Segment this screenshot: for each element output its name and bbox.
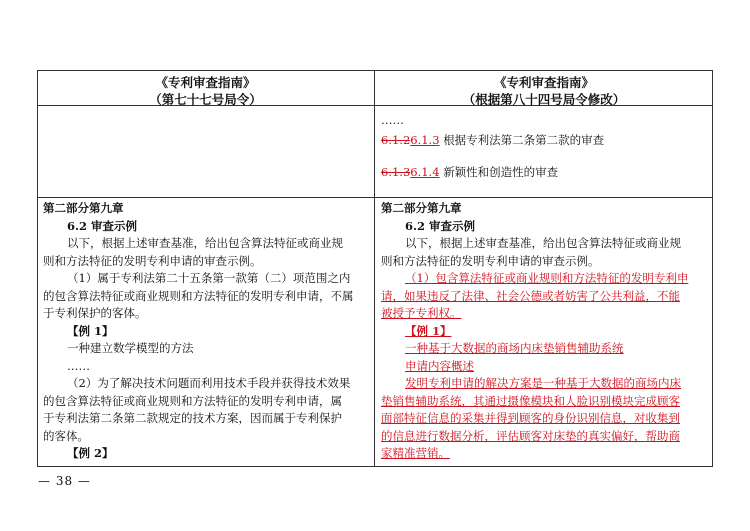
part-title: 第二部分第九章 xyxy=(43,201,124,215)
part-title: 第二部分第九章 xyxy=(381,201,462,215)
section-item-1 xyxy=(381,132,708,149)
new-section-number: 6.1.4 xyxy=(410,165,440,179)
right-content-cell xyxy=(381,200,708,463)
paragraph-line: 于专利法第二条第二款规定的技术方案，因而属于专利保护 xyxy=(43,411,342,425)
ellipsis: …… xyxy=(67,358,90,373)
inserted-text-line: 被授予专利权。 xyxy=(381,306,462,320)
paragraph-line: （1）属于专利法第二十五条第一款第（二）项范围之内 xyxy=(67,271,351,285)
inserted-text-line: 的信息进行数据分析，评估顾客对床垫的真实偏好，帮助商 xyxy=(381,428,680,443)
paragraph-line: 一种建立数学模型的方法 xyxy=(67,341,194,355)
top-right-cell xyxy=(381,112,708,181)
left-header-subtitle: （第七十七号局令） xyxy=(149,92,262,107)
right-column-header xyxy=(375,74,713,108)
example-label: 【例 1】 xyxy=(67,323,114,338)
paragraph-line: （2）为了解决技术问题而利用技术手段并获得技术效果 xyxy=(67,376,351,390)
paragraph-line: 则和方法特征的发明专利申请的审查示例。 xyxy=(43,253,262,268)
example-label: 【例 2】 xyxy=(67,446,114,460)
left-header-title: 《专利审查指南》 xyxy=(155,75,256,90)
paragraph-line: 的客体。 xyxy=(43,428,89,443)
left-column-header xyxy=(37,74,374,108)
section-title: 根据专利法第二条第二款的审查 xyxy=(443,133,605,147)
inserted-text-line: 垫销售辅助系统，其通过摄像模块和人脸识别模块完成顾客 xyxy=(381,393,680,408)
paragraph-line: 的包含算法特征或商业规则和方法特征的发明专利申请，不属 xyxy=(43,288,354,303)
inserted-text-line: 面部特征信息的采集并得到顾客的身份识别信息，对收集到 xyxy=(381,411,680,425)
inserted-text-line: 家精准营销。 xyxy=(381,446,450,460)
paragraph-line: 以下，根据上述审查基准，给出包含算法特征或商业规 xyxy=(67,236,343,250)
right-header-title: 《专利审查指南》 xyxy=(493,75,594,90)
column-divider xyxy=(374,70,375,467)
left-content-cell xyxy=(43,200,369,463)
inserted-example-label: 【例 1】 xyxy=(405,323,452,338)
section-heading: 6.2 审查示例 xyxy=(405,218,476,233)
paragraph-line: 则和方法特征的发明专利申请的审查示例。 xyxy=(381,253,600,268)
paragraph-line: 的包含算法特征或商业规则和方法特征的发明专利申请，属 xyxy=(43,393,342,408)
inserted-text-line: （1）包含算法特征或商业规则和方法特征的发明专利申 xyxy=(405,271,689,285)
paragraph-line: 以下，根据上述审查基准，给出包含算法特征或商业规 xyxy=(405,236,681,250)
old-section-number: 6.1.3 xyxy=(381,165,411,179)
inserted-text-line: 申请内容概述 xyxy=(405,358,474,373)
page-number: — 38 — xyxy=(38,474,91,488)
ellipsis: …… xyxy=(381,113,404,127)
inserted-text-line: 发明专利申请的解决方案是一种基于大数据的商场内床 xyxy=(405,376,681,390)
inserted-text-line: 请，如果违反了法律、社会公德或者妨害了公共利益，不能 xyxy=(381,288,680,303)
old-section-number: 6.1.2 xyxy=(381,133,411,147)
section-title: 新颖性和创造性的审查 xyxy=(443,165,559,179)
new-section-number: 6.1.3 xyxy=(410,133,440,147)
section-heading: 6.2 审查示例 xyxy=(67,218,138,233)
paragraph-line: 于专利保护的客体。 xyxy=(43,306,147,320)
right-header-subtitle: （根据第八十四号局令修改） xyxy=(462,92,626,107)
section-item-2 xyxy=(381,164,708,181)
row-divider xyxy=(37,197,713,198)
inserted-text-line: 一种基于大数据的商场内床垫销售辅助系统 xyxy=(405,341,624,355)
